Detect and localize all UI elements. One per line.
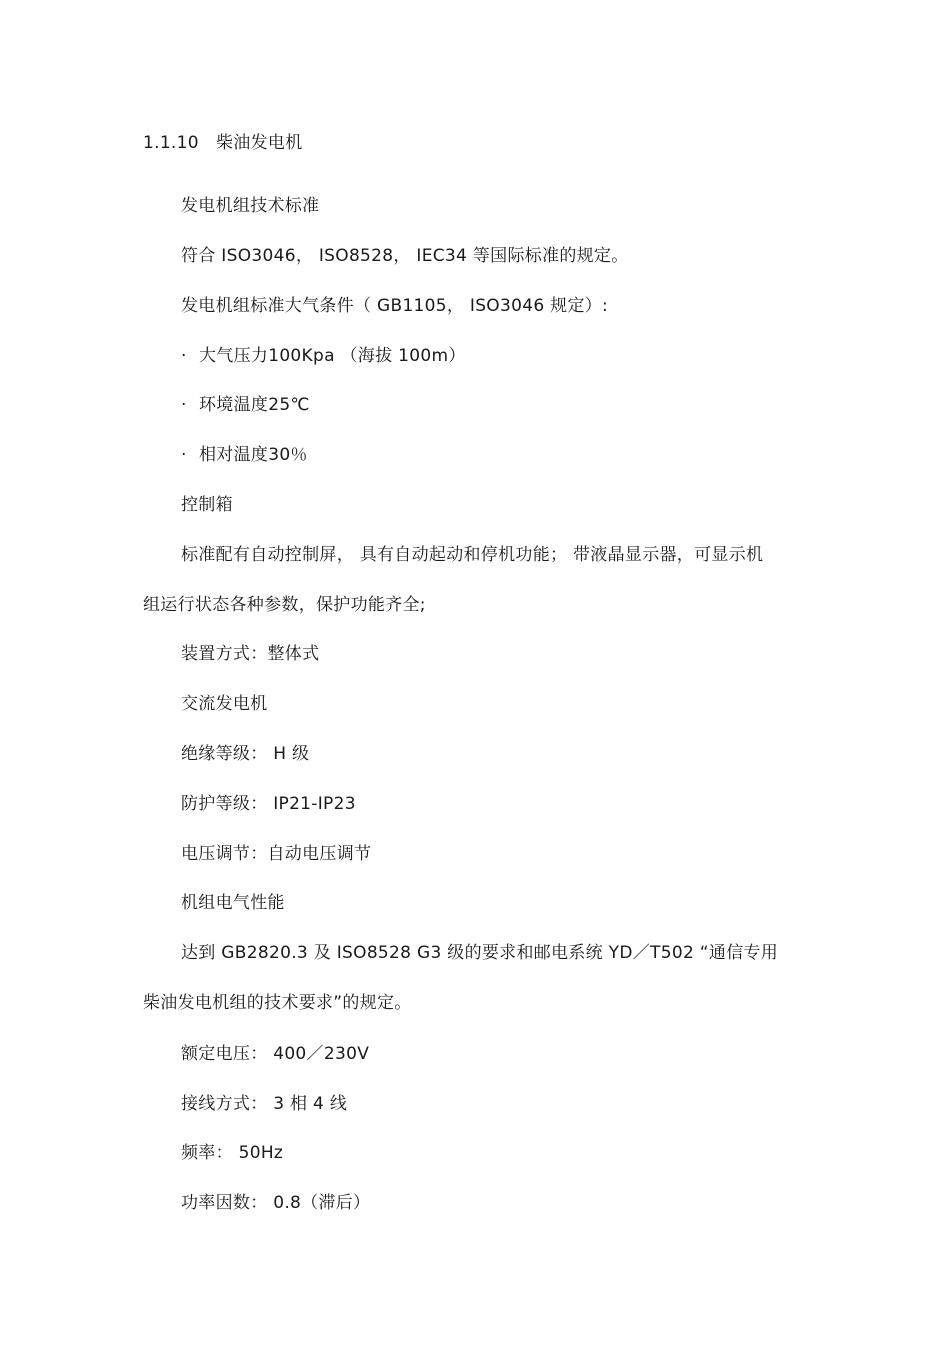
paragraph-electrical-title: 机组电气性能 (181, 893, 285, 913)
paragraph-standards-compliance: 符合 ISO3046， ISO8528， IEC34 等国际标准的规定。 (181, 246, 629, 266)
bullet-text: 大气压力100Kpa （海拔 100m） (199, 346, 466, 366)
section-title: 柴油发电机 (216, 133, 303, 153)
bullet-item-pressure (181, 345, 466, 367)
paragraph-insulation: 绝缘等级： H 级 (181, 744, 310, 764)
bullet-item-humidity (181, 444, 308, 466)
bullet-item-temperature (181, 394, 310, 416)
paragraph-control-box-line1: 标准配有自动控制屏， 具有自动起动和停机功能； 带液晶显示器，可显示机 (181, 545, 764, 565)
paragraph-alternator-title: 交流发电机 (181, 694, 268, 714)
paragraph-control-box-line2: 组运行状态各种参数，保护功能齐全; (143, 595, 426, 615)
bullet-dot-icon: · (181, 395, 187, 415)
paragraph-voltage-regulation: 电压调节：自动电压调节 (181, 844, 372, 864)
section-number: 1.1.10 (143, 133, 199, 153)
paragraph-electrical-line1: 达到 GB2820.3 及 ISO8528 G3 级的要求和邮电系统 YD／T502 “通信专用 (181, 943, 779, 963)
bullet-text: 环境温度25℃ (199, 395, 310, 415)
bullet-text: 相对温度30％ (199, 445, 308, 465)
paragraph-wiring: 接线方式： 3 相 4 线 (181, 1094, 348, 1114)
bullet-dot-icon: · (181, 445, 187, 465)
paragraph-rated-voltage: 额定电压： 400／230V (181, 1044, 370, 1064)
bullet-dot-icon: · (181, 346, 187, 366)
paragraph-power-factor: 功率因数： 0.8（滞后） (181, 1193, 371, 1213)
paragraph-electrical-line2: 柴油发电机组的技术要求”的规定。 (143, 993, 412, 1013)
section-heading (143, 132, 303, 154)
paragraph-frequency: 频率： 50Hz (181, 1143, 284, 1163)
paragraph-installation: 装置方式：整体式 (181, 644, 320, 664)
paragraph-control-box-title: 控制箱 (181, 495, 233, 515)
paragraph-protection: 防护等级： IP21-IP23 (181, 794, 356, 814)
paragraph-atmospheric-conditions: 发电机组标准大气条件（ GB1105， ISO3046 规定）: (181, 296, 609, 316)
paragraph-standard-title: 发电机组技术标准 (181, 196, 320, 216)
